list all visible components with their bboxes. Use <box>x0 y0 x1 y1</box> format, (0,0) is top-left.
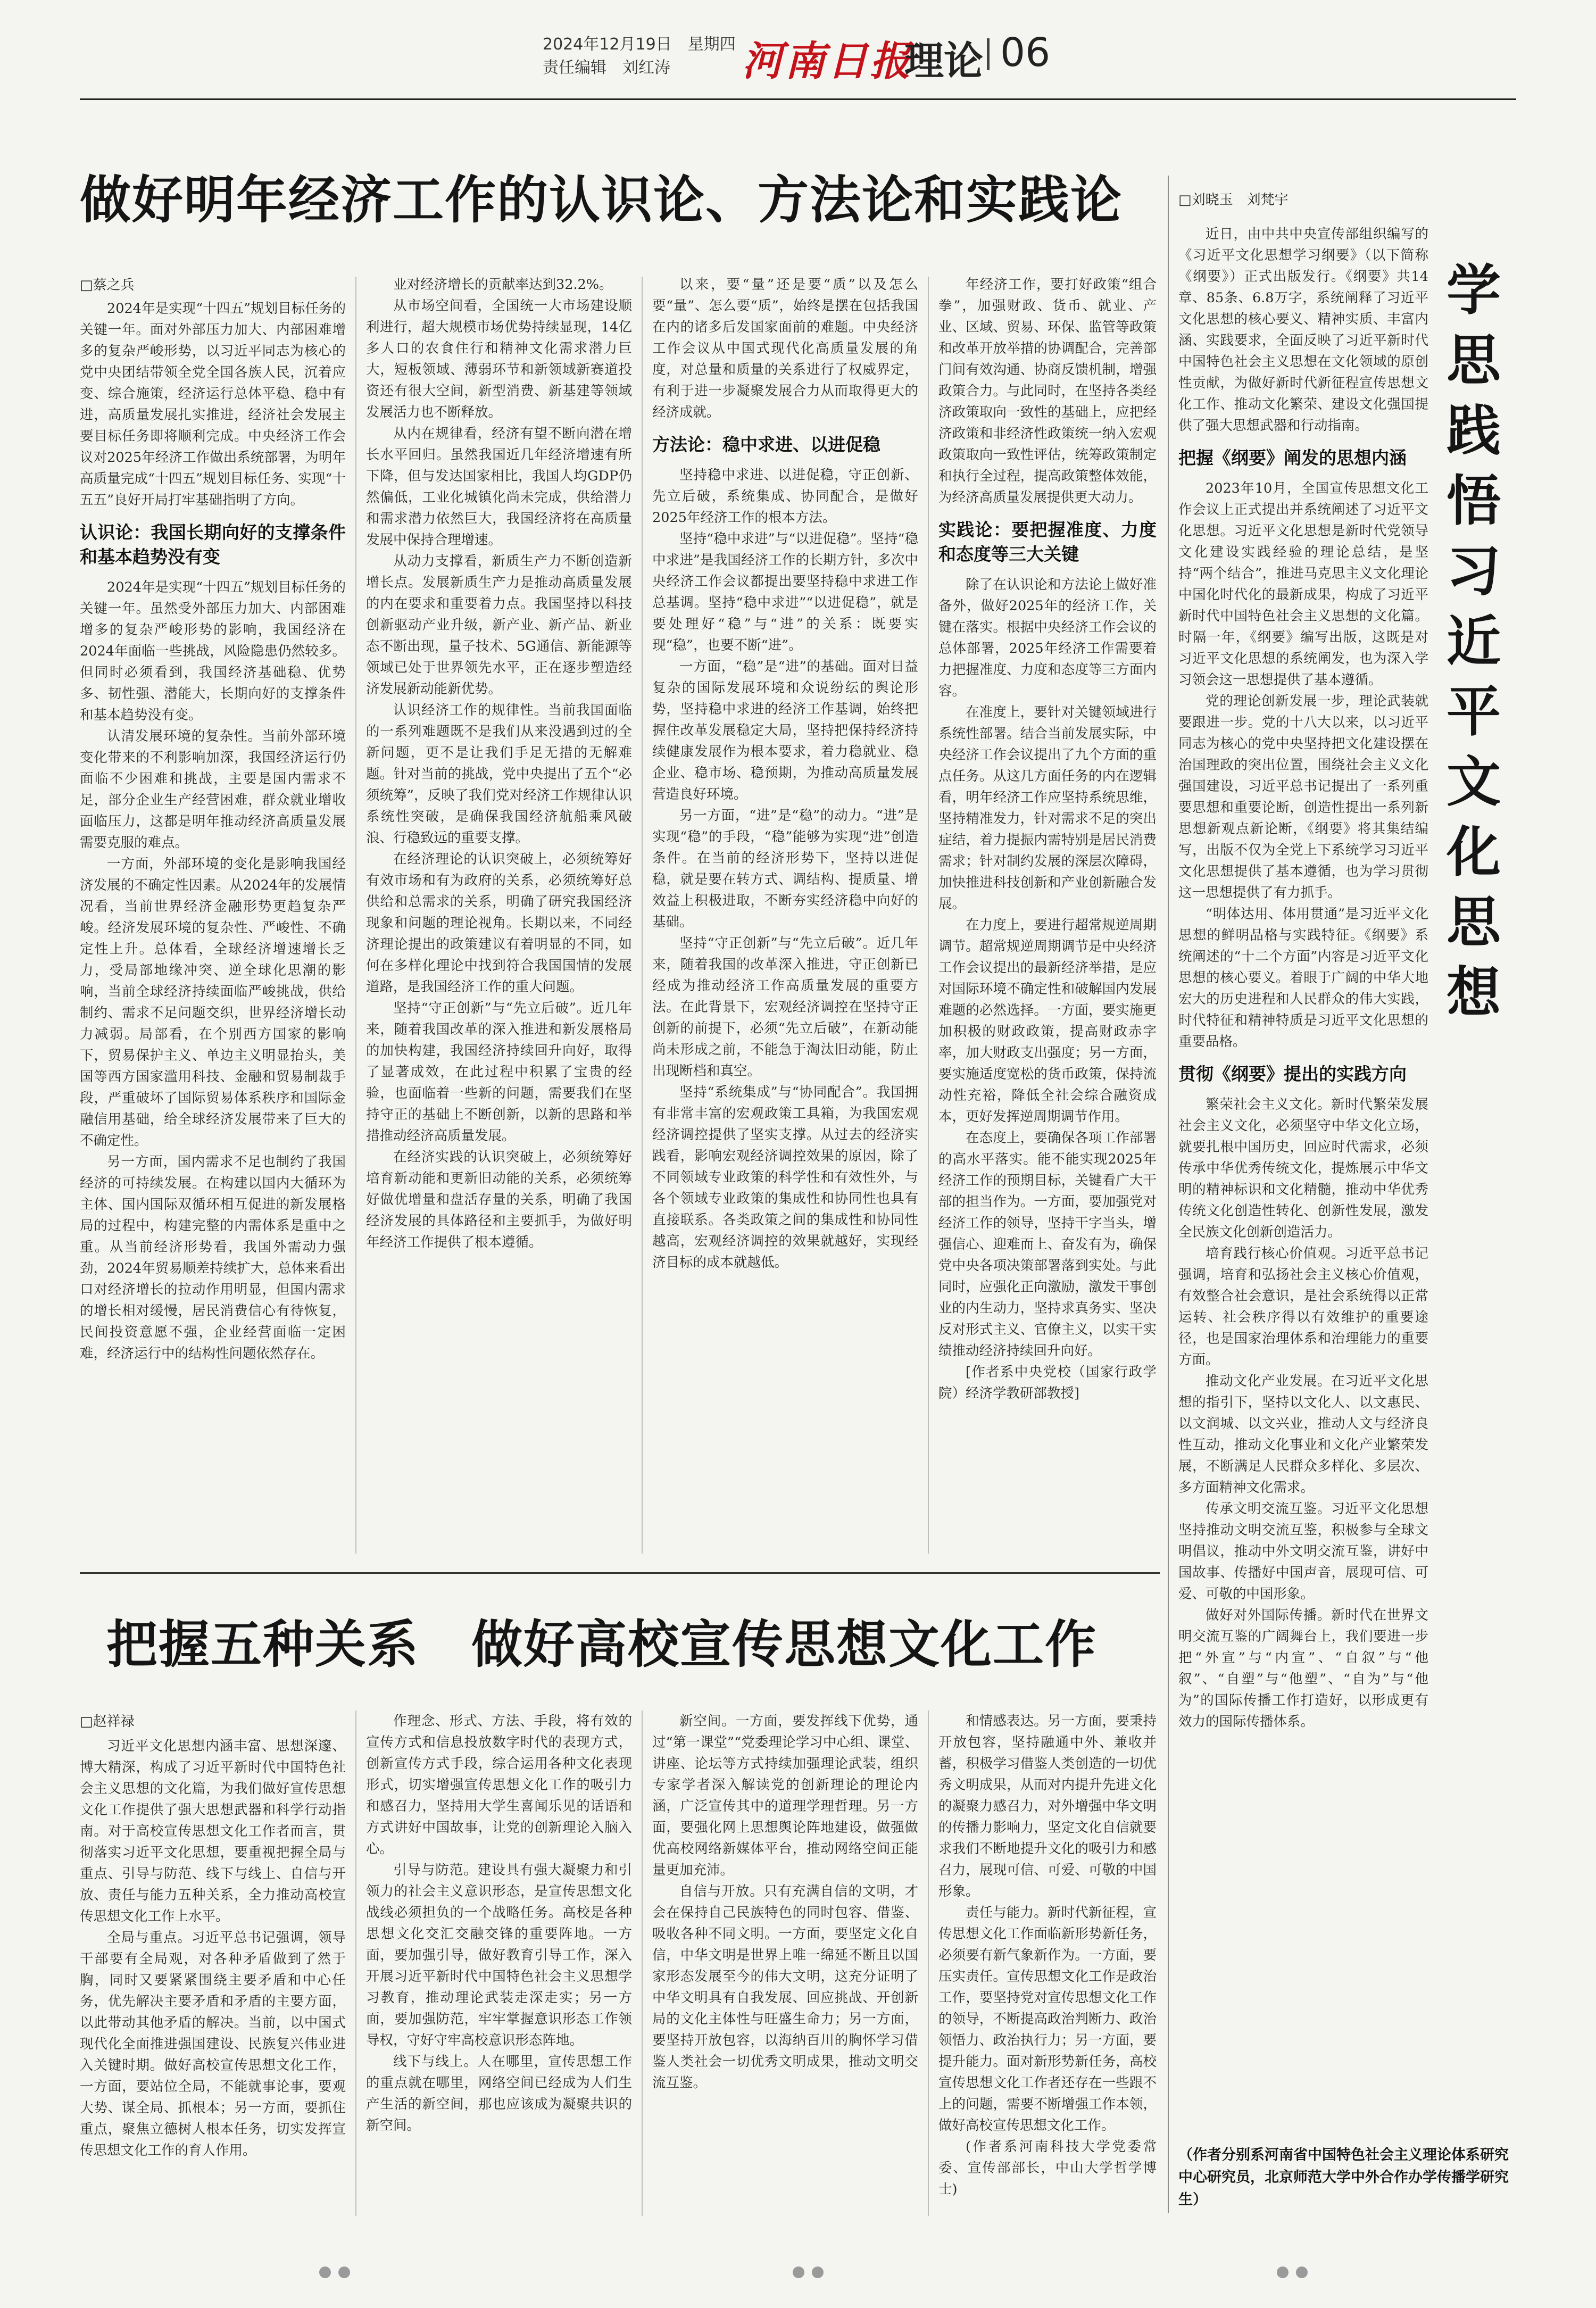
subheading: 贯彻《纲要》提出的实践方向 <box>1178 1064 1407 1084</box>
paragraph: 坚持“守正创新”与“先立后破”。近几年来，随着我国的改革深入推进，守正创新已经成为推动经济工作高质量发展的重要方法。在此背景下，宏观经济调控在坚持守正创新的前提下，必须“先立后破”，在新动能尚未形成之前，不能急于淘汰旧动能，防止出现断档和真空。 <box>652 935 918 1079</box>
paragraph: 业对经济增长的贡献率达到32.2%。 <box>393 277 613 293</box>
paragraph: 在准度上，要针对关键领域进行系统性部署。结合当前发展实际，中央经济工作会议提出了九个方面的重点任务。从这几方面任务的内在逻辑看，明年经济工作应坚持系统思维，坚持精准发力，针对需求不足的突出症结，着力提振内需特别是居民消费需求；针对制约发展的深层次障碍，加快推进科技创新和产业创新融合发展。 <box>938 704 1157 912</box>
paragraph: 坚持稳中求进、以进促稳，守正创新、先立后破，系统集成、协同配合，是做好2025年经济工作的根本方法。 <box>652 467 918 526</box>
article1-column-4 <box>938 274 1157 1554</box>
paragraph: 在力度上，要进行超常规逆周期调节。超常规逆周期调节是中央经济工作会议提出的最新经济举措，是应对国际环境不确定性和破解国内发展难题的必然选择。一方面，要实施更加积极的财政政策，提高财政赤字率，加大财政支出强度；另一方面，要实施适度宽松的货币政策，保持流动性充裕，降低全社会综合融资成本，更好发挥逆周期调节作用。 <box>938 917 1157 1125</box>
paragraph: 引导与防范。建设具有强大凝聚力和引领力的社会主义意识形态，是宣传思想文化战线必须担负的一个战略任务。高校是各种思想文化交汇交融交锋的重要阵地。一方面，要加强引导，做好教育引导工作，深入开展习近平新时代中国特色社会主义思想学习教育，推动理论武装走深走实；另一方面，要加强防范，牢牢掌握意识形态工作领导权，守好守牢高校意识形态阵地。 <box>366 1862 632 2048</box>
paragraph: 除了在认识论和方法论上做好准备外，做好2025年的经济工作，关键在落实。根据中央经济工作会议的总体部署，2025年经济工作需要着力把握准度、力度和态度等三方面内容。 <box>938 577 1157 699</box>
header-rule <box>80 98 1516 100</box>
paragraph: “明体达用、体用贯通”是习近平文化思想的鲜明品格与实践特征。《纲要》系统阐述的“十二个方面”内容是习近平文化思想的核心要义。着眼于广阔的中华大地宏大的历史进程和人民群众的伟大实践，时代特征和精神特质是习近平文化思想的重要品格。 <box>1178 906 1428 1050</box>
paragraph: 传承文明交流互鉴。习近平文化思想坚持推动文明交流互鉴，积极参与全球文明倡议，推动中外文明交流互鉴，讲好中国故事、传播好中国声音，展现可信、可爱、可敬的中国形象。 <box>1178 1501 1428 1602</box>
footer-dot <box>338 2267 350 2278</box>
paragraph: 另一方面，国内需求不足也制约了我国经济的可持续发展。在构建以国内大循环为主体、国内国际双循环相互促进的新发展格局的过程中，构建完整的内需体系是重中之重。从当前经济形势看，我国外需动力强劲，2024年贸易顺差持续扩大，总体来看出口对经济增长的拉动作用明显，但国内需求的增长相对缓慢，居民消费信心有待恢复，民间投资意愿不强，企业经营面临一定困难，经济运行中的结构性问题依然存在。 <box>80 1154 346 1361</box>
paragraph: 坚持“守正创新”与“先立后破”。近几年来，随着我国改革的深入推进和新发展格局的加快构建，我国经济持续回升向好，取得了显著成效，在此过程中积累了宝贵的经验，也面临着一些新的问题，需要我们在坚持守正的基础上不断创新，以新的思路和举措推动经济高质量发展。 <box>366 1000 632 1144</box>
paragraph: 线下与线上。人在哪里，宣传思想工作的重点就在哪里，网络空间已经成为人们生产生活的新空间，那也应该成为凝聚共识的新空间。 <box>366 2054 632 2133</box>
paragraph: 另一方面，“进”是“稳”的动力。“进”是实现“稳”的手段，“稳”能够为实现“进”创造条件。在当前的经济形势下，坚持以进促稳，就是要在转方式、调结构、提质量、增效益上积极进取，不断夯实经济稳中向好的基础。 <box>652 808 918 930</box>
article-separator <box>80 1572 1160 1574</box>
paragraph: (作者系河南科技大学党委常委、宣传部部长，中山大学哲学博士) <box>938 2139 1157 2197</box>
paragraph: 和情感表达。另一方面，要秉持开放包容，坚持融通中外、兼收并蓄，积极学习借鉴人类创造的一切优秀文明成果，从而对内提升先进文化的凝聚力感召力，对外增强中华文明的传播力影响力，坚定文化自信就要求我们不断地提升文化的吸引力和感召力，展现可信、可爱、可敬的中国形象。 <box>938 1713 1157 1899</box>
paragraph: 2024年是实现“十四五”规划目标任务的关键一年。面对外部压力加大、内部困难增多的复杂严峻形势，以习近平同志为核心的党中央团结带领全党全国各族人民，沉着应变、综合施策，经济运行总体平稳、稳中有进，高质量发展扎实推进，经济社会发展主要目标任务即将顺利完成。中央经济工作会议对2025年经济工作做出系统部署，为明年高质量完成“十四五”规划目标任务、实现“十五五”良好开局打牢基础指明了方向。 <box>80 301 346 508</box>
paragraph: 在态度上，要确保各项工作部署的高水平落实。能不能实现2025年经济工作的预期目标，关键看广大干部的担当作为。一方面，要加强党对经济工作的领导，坚持干字当头，增强信心、迎难而上、奋发有为，确保党中央各项决策部署落到实处。与此同时，应强化正向激励，激发干事创业的内生动力，坚持求真务实、坚决反对形式主义、官僚主义，以实干实绩推动经济持续回升向好。 <box>938 1130 1157 1359</box>
page-number: 06 <box>1000 30 1051 76</box>
sidebar-vertical-headline: 学思践悟习近平文化思想 <box>1447 259 1501 1025</box>
subheading: 认识论：我国长期向好的支撑条件和基本趋势没有变 <box>80 522 346 567</box>
paragraph: 以来，要“量”还是要“质”以及怎么要“量”、怎么要“质”，始终是摆在包括我国在内的诸多后发国家面前的难题。中央经济工作会议从中国式现代化高质量发展的角度，对总量和质量的关系进行了权威界定，有利于进一步凝聚发展合力从而取得更大的经济成就。 <box>652 277 918 420</box>
subheading: 实践论：要把握准度、力度和态度等三大关键 <box>938 519 1157 564</box>
paragraph: 新空间。一方面，要发挥线下优势，通过“第一课堂”“党委理论学习中心组、课堂、讲座、论坛等方式持续加强理论武装，组织专家学者深入解读党的创新理论的理论内涵，广泛宣传其中的道理学理哲理。另一方面，要强化网上思想舆论阵地建设，做强做优高校网络新媒体平台，推动网络空间正能量更加充沛。 <box>652 1713 918 1878</box>
paragraph: 认识经济工作的规律性。当前我国面临的一系列难题既不是我们从来没遇到过的全新问题，更不是让我们手足无措的无解难题。针对当前的挑战，党中央提出了五个“必须统筹”，反映了我们党对经济工作规律认识系统性突破，是确保我国经济航船乘风破浪、行稳致远的重要支撑。 <box>366 702 632 846</box>
paragraph: 作理念、形式、方法、手段，将有效的宣传方式和信息投放数字时代的表现方式，创新宣传方式手段，综合运用各种文化表现形式，切实增强宣传思想文化工作的吸引力和感召力，坚持用大学生喜闻乐见的话语和方式讲好中国故事，让党的创新理论入脑入心。 <box>366 1713 632 1857</box>
paragraph: 繁荣社会主义文化。新时代繁荣发展社会主义文化，必须坚守中华文化立场，就要扎根中国历史，回应时代需求，必须传承中华优秀传统文化，提炼展示中华文明的精神标识和文化精髓，推动中华优秀传统文化创造性转化、创新性发展，激发全民族文化创新创造活力。 <box>1178 1097 1428 1240</box>
paragraph: 从市场空间看，全国统一大市场建设顺利进行，超大规模市场优势持续显现，14亿多人口的农食住行和精神文化需求潜力巨大，短板领域、薄弱环节和新领域新赛道投资还有很大空间，新型消费、新基建等领域发展活力也不断释放。 <box>366 298 632 420</box>
paragraph: 近日，由中共中央宣传部组织编写的《习近平文化思想学习纲要》（以下简称《纲要》）正式出版发行。《纲要》共14章、85条、6.8万字，系统阐释了习近平文化思想的核心要义、精神实质、丰富内涵、实践要求，全面反映了习近平新时代中国特色社会主义思想在文化领域的原创性贡献，为做好新时代新征程宣传思想文化工作、推动文化繁荣、建设文化强国提供了强大思想武器和行动指南。 <box>1178 226 1428 434</box>
paragraph: 在经济理论的认识突破上，必须统筹好有效市场和有为政府的关系，必须统筹好总供给和总需求的关系，明确了研究我国经济现象和问题的理论视角。长期以来，不同经济理论提出的政策建议有着明显的不同，如何在多样化理论中找到符合我国国情的发展道路，是我国经济工作的重大问题。 <box>366 851 632 995</box>
paragraph: 年经济工作，要打好政策“组合拳”，加强财政、货币、就业、产业、区域、贸易、环保、监管等政策和改革开放举措的协调配合，完善部门间有效沟通、协商反馈机制，增强政策合力。与此同时，在坚持各类经济政策取向一致性的基础上，应把经济政策和非经济性政策统一纳入宏观政策取向一致性评估，统筹政策制定和执行全过程，提高政策整体效能，为经济高质量发展提供更大动力。 <box>938 277 1157 505</box>
footer-dot <box>793 2267 804 2278</box>
article2-column-3 <box>652 1711 918 2216</box>
column-divider <box>355 1711 356 2216</box>
paragraph: 一方面，外部环境的变化是影响我国经济发展的不确定性因素。从2024年的发展情况看，当前世界经济金融形势更趋复杂严峻。经济发展环境的复杂性、严峻性、不确定性上升。总体看，全球经济增速增长乏力，受局部地缘冲突、逆全球化思潮的影响，当前全球经济持续面临严峻挑战，供给制约、需求不足问题交织，世界经济增长动力减弱。局部看，在个别西方国家的影响下，贸易保护主义、单边主义明显抬头，美国等西方国家滥用科技、金融和贸易制裁手段，严重破坏了国际贸易体系秩序和国际金融信用基础，给全球经济发展带来了巨大的不确定性。 <box>80 856 346 1149</box>
paragraph: 一方面，“稳”是“进”的基础。面对日益复杂的国际发展环境和众说纷纭的舆论形势，坚持稳中求进的经济工作基调，始终把握住改革发展稳定大局，坚持把保持经济持续健康发展作为根本要求，着力稳就业、稳企业、稳市场、稳预期，为推动高质量发展营造良好环境。 <box>652 659 918 802</box>
footer-dot <box>1277 2267 1289 2278</box>
paragraph: 坚持“系统集成”与“协同配合”。我国拥有非常丰富的宏观政策工具箱，为我国宏观经济调控提供了坚实支撑。从过去的经济实践看，影响宏观经济调控效果的原因，除了不同领域专业政策的科学性和有效性外，与各个领域专业政策的集成性和协同性也具有直接联系。各类政策之间的集成性和协同性越高，宏观经济调控的效果就越好，实现经济目标的成本就越低。 <box>652 1084 918 1271</box>
paragraph: 认清发展环境的复杂性。当前外部环境变化带来的不利影响加深，我国经济运行仍面临不少困难和挑战，主要是国内需求不足，部分企业生产经营困难，群众就业增收面临压力，这都是明年推动经济高质量发展需要克服的难点。 <box>80 728 346 851</box>
issue-meta <box>543 33 736 80</box>
paragraph: 2024年是实现“十四五”规划目标任务的关键一年。虽然受外部压力加大、内部困难增多的复杂严峻形势的影响，我国经济在2024年面临一些挑战，风险隐患仍然较多。但同时必须看到，我国经济基础稳、优势多、韧性强、潜能大，长期向好的支撑条件和基本趋势没有变。 <box>80 579 346 723</box>
column-divider <box>928 277 929 1554</box>
article1-column-2 <box>366 274 632 1554</box>
paragraph: 在经济实践的认识突破上，必须统筹好培育新动能和更新旧动能的关系，必须统筹好做优增量和盘活存量的关系，明确了我国经济发展的具体路径和主要抓手，为做好明年经济工作提供了根本遵循。 <box>366 1149 632 1250</box>
paragraph: 从动力支撑看，新质生产力不断创造新增长点。发展新质生产力是推动高质量发展的内在要求和重要着力点。我国坚持以科技创新驱动产业升级，新产业、新产品、新业态不断出现，量子技术、5G通信、新能源等领域已处于世界领先水平，正在逐步塑造经济发展新动能新优势。 <box>366 553 632 697</box>
article1-byline: □蔡之兵 <box>80 277 135 293</box>
paragraph: 自信与开放。只有充满自信的文明，才会在保持自己民族特色的同时包容、借鉴、吸收各种不同文明。一方面，要坚定文化自信，中华文明是世界上唯一绵延不断且以国家形态发展至今的伟大文明，这充分证明了中华文明具有自我发展、回应挑战、开创新局的文化主体性与旺盛生命力；另一方面，要坚持开放包容，以海纳百川的胸怀学习借鉴人类社会一切优秀文明成果，推动文明交流互鉴。 <box>652 1883 918 2091</box>
paragraph: 做好对外国际传播。新时代在世界文明交流互鉴的广阔舞台上，我们要进一步把“外宣”与“内宣”、“自叙”与“他叙”、“自塑”与“他塑”、“自为”与“他为”的国际传播工作打造好，以形成更有效力的国际传播体系。 <box>1178 1607 1428 1730</box>
footer-dot <box>1296 2267 1308 2278</box>
article1-headline: 做好明年经济工作的认识论、方法论和实践论 <box>80 170 1123 230</box>
column-divider <box>642 277 643 1554</box>
paragraph: 全局与重点。习近平总书记强调，领导干部要有全局观，对各种矛盾做到了然于胸，同时又要紧紧围绕主要矛盾和中心任务，优先解决主要矛盾和矛盾的主要方面，以此带动其他矛盾的解决。当前，以中国式现代化全面推进强国建设、民族复兴伟业进入关键时期。做好高校宣传思想文化工作，一方面，要站位全局，不能就事论事，要观大势、谋全局、抓根本；另一方面，要抓住重点，聚焦立德树人根本任务，切实发挥宣传思想文化工作的育人作用。 <box>80 1930 346 2158</box>
article2-column-2 <box>366 1711 632 2216</box>
sidebar-byline: □刘晓玉 刘梵宇 <box>1178 192 1289 208</box>
subheading: 把握《纲要》阐发的思想内涵 <box>1178 447 1407 468</box>
sidebar-author-note: （作者分别系河南省中国特色社会主义理论体系研究中心研究员，北京师范大学中外合作办学传播学研究生） <box>1178 2147 1509 2208</box>
paragraph: 习近平文化思想内涵丰富、思想深邃、博大精深，构成了习近平新时代中国特色社会主义思想的文化篇，为我们做好宣传思想文化工作提供了强大思想武器和科学行动指南。对于高校宣传思想文化工作者而言，贯彻落实习近平文化思想，要重视把握全局与重点、引导与防范、线下与线上、自信与开放、责任与能力五种关系，全力推动高校宣传思想文化工作上水平。 <box>80 1738 346 1924</box>
article2-column-4 <box>938 1711 1157 2216</box>
paragraph: 坚持“稳中求进”与“以进促稳”。坚持“稳中求进”是我国经济工作的长期方针，多次中央经济工作会议都提出要坚持稳中求进工作总基调。坚持“稳中求进”“以进促稳”，就是要处理好“稳”与“进”的关系：既要实现“稳”，也要不断“进”。 <box>652 531 918 653</box>
issue-date: 2024年12月19日 星期四 <box>543 35 736 54</box>
column-divider <box>928 1711 929 2216</box>
article1-column-1 <box>80 298 346 1554</box>
sidebar-column <box>1178 223 1428 2133</box>
article2-headline: 把握五种关系 做好高校宣传思想文化工作 <box>106 1614 1097 1674</box>
masthead <box>0 0 1596 112</box>
paragraph: 2023年10月，全国宣传思想文化工作会议上正式提出并系统阐述了习近平文化思想。习近平文化思想是新时代党领导文化建设实践经验的理论总结，是坚持“两个结合”，推进马克思主义文化理论中国化时代化的最新成果，构成了习近平新时代中国特色社会主义思想的文化篇。时隔一年，《纲要》编写出版，这既是对习近平文化思想的系统阐发，也为深入学习领会这一思想提供了基本遵循。 <box>1178 480 1428 688</box>
article2-byline: □赵祥禄 <box>80 1714 135 1730</box>
footer-dot <box>319 2267 331 2278</box>
paragraph: [作者系中央党校（国家行政学院）经济学教研部教授] <box>938 1364 1157 1401</box>
sidebar-divider <box>1168 176 1169 2213</box>
responsible-editor: 责任编辑 刘红涛 <box>543 59 670 77</box>
paragraph: 培育践行核心价值观。习近平总书记强调，培育和弘扬社会主义核心价值观，有效整合社会意识，是社会系统得以正常运转、社会秩序得以有效维护的重要途径，也是国家治理体系和治理能力的重要方面。 <box>1178 1246 1428 1368</box>
paragraph: 推动文化产业发展。在习近平文化思想的指引下，坚持以文化人、以文惠民、以文润城、以文兴业，推动人文与经济良性互动，推动文化事业和文化产业繁荣发展，不断满足人民群众多样化、多层次、多方面精神文化需求。 <box>1178 1373 1428 1496</box>
paragraph: 从内在规律看，经济有望不断向潜在增长水平回归。虽然我国近几年经济增速有所下降，但与发达国家相比，我国人均GDP仍然偏低，工业化城镇化尚未完成，供给潜力和需求潜力依然巨大，我国经济将在高质量发展中保持合理增速。 <box>366 426 632 548</box>
paragraph: 党的理论创新发展一步，理论武装就要跟进一步。党的十八大以来，以习近平同志为核心的党中央坚持把文化建设摆在治国理政的突出位置，围绕社会主义文化强国建设，习近平总书记提出了一系列重要思想和重要论断，创造性提出一系列新思想新观点新论断，《纲要》将其集结编写，出版不仅为全党上下系统学习习近平文化思想提供了基本遵循，也为学习贯彻这一思想提供了有力抓手。 <box>1178 693 1428 901</box>
article2-column-1 <box>80 1736 346 2214</box>
column-divider <box>642 1711 643 2216</box>
article1-column-3 <box>652 274 918 1554</box>
section-name: 理论 <box>904 38 983 84</box>
section-divider <box>987 38 990 70</box>
subheading: 方法论：稳中求进、以进促稳 <box>652 434 880 455</box>
footer-dot <box>812 2267 824 2278</box>
column-divider <box>355 277 356 1554</box>
paragraph: 责任与能力。新时代新征程，宣传思想文化工作面临新形势新任务，必须要有新气象新作为。一方面，要压实责任。宣传思想文化工作是政治工作，要坚持党对宣传思想文化工作的领导，不断提高政治判断力、政治领悟力、政治执行力；另一方面，要提升能力。面对新形势新任务，高校宣传思想文化工作者还存在一些跟不上的问题，需要不断增强工作本领，做好高校宣传思想文化工作。 <box>938 1905 1157 2133</box>
newspaper-logo: 河南日报 <box>742 37 912 85</box>
